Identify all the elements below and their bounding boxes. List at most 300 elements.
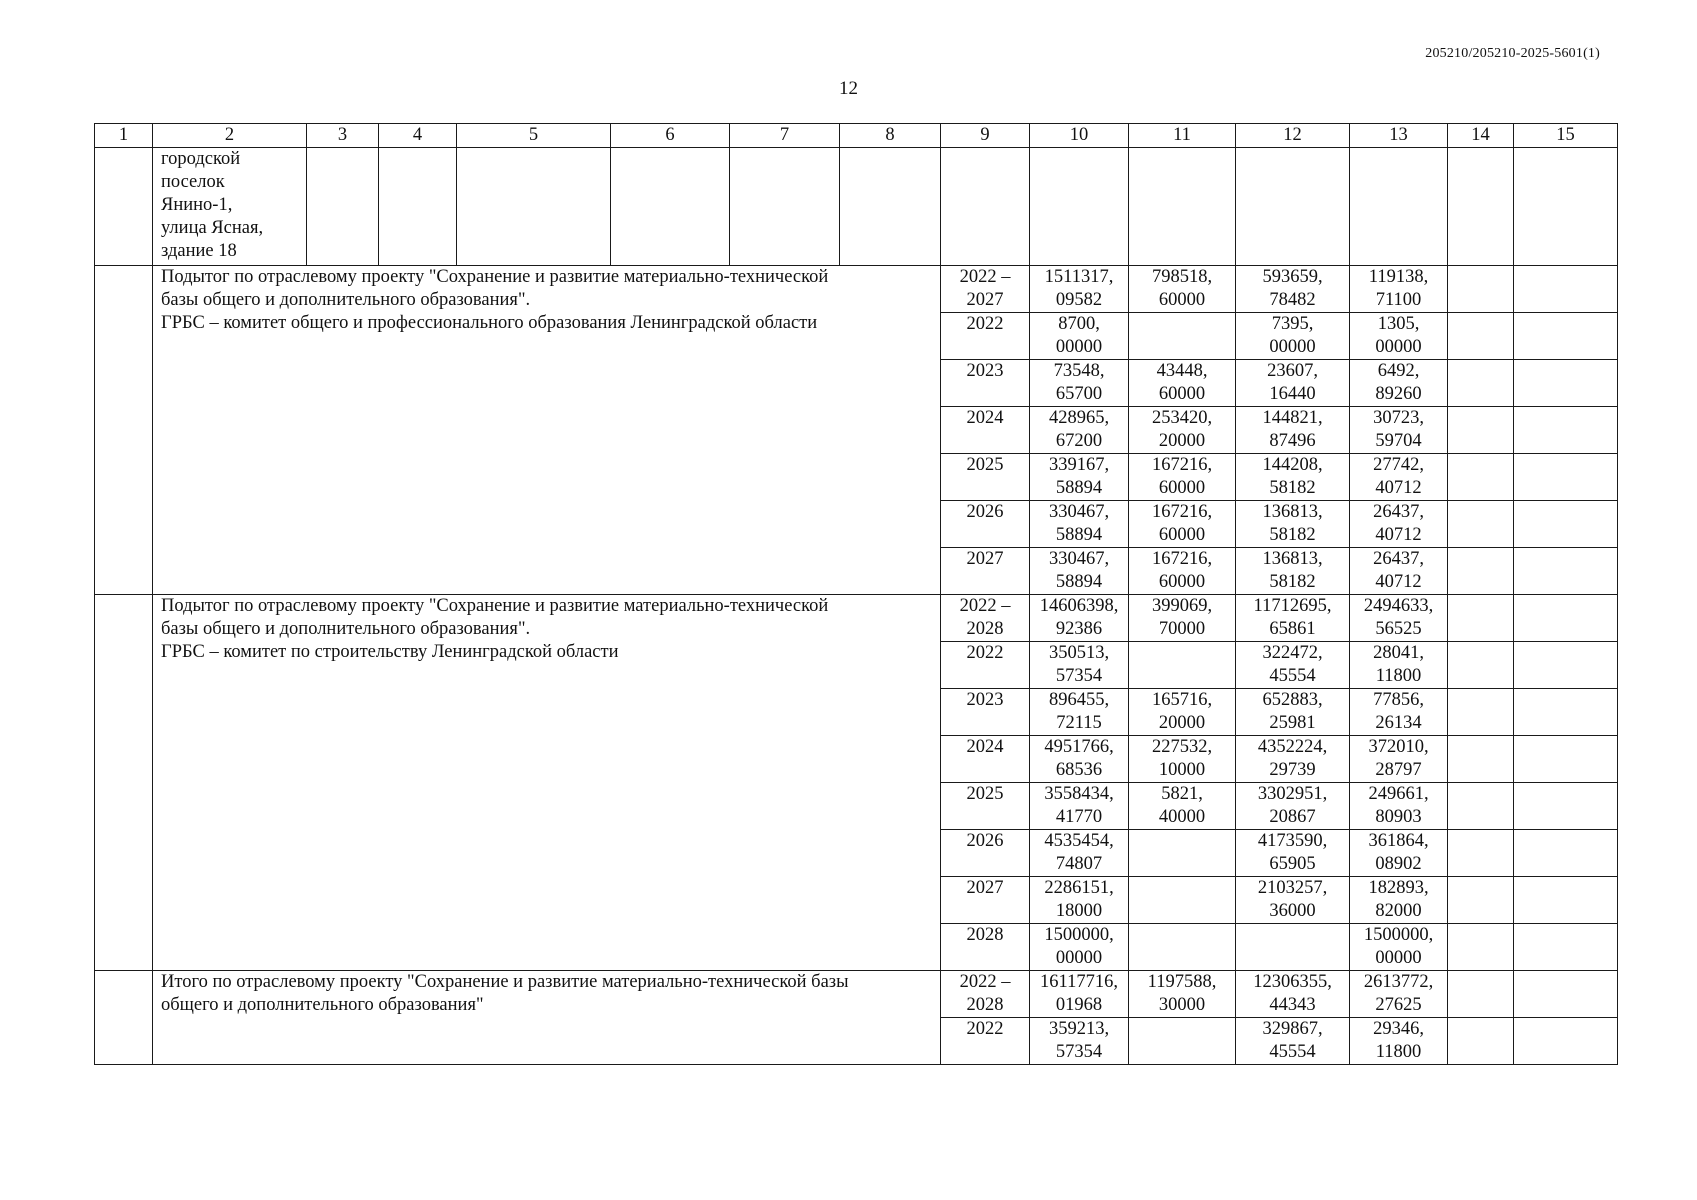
address-line: здание 18 [161, 241, 237, 261]
cell-line: 16440 [1269, 384, 1316, 404]
cell-line: 4951766, [1044, 737, 1114, 757]
year-cell [941, 689, 1030, 736]
cell-line: 20000 [1158, 431, 1206, 451]
year-cell [941, 595, 1030, 642]
cell-line: 60000 [1158, 290, 1206, 310]
description-line: Итого по отраслевому проекту "Сохранение и развитие материально-технической базы [161, 972, 849, 992]
amount-col12-cell [1236, 642, 1350, 689]
cell-line: 2025 [966, 455, 1004, 475]
cell-line: 20867 [1269, 807, 1316, 827]
cell-line: 44343 [1269, 995, 1316, 1015]
cell-line: 18000 [1055, 901, 1103, 921]
column-header: 7 [730, 124, 840, 148]
cell-line: 26437, [1373, 502, 1424, 522]
amount-total-cell [1030, 924, 1129, 971]
col15-cell [1514, 266, 1618, 313]
col15-cell [1514, 548, 1618, 595]
amount-col13-cell [1350, 313, 1448, 360]
address-line: поселок [161, 172, 225, 192]
cell-line: 167216, [1151, 502, 1213, 522]
cell-line: 11800 [1375, 1042, 1422, 1062]
address-row [95, 148, 1618, 266]
cell-line: 67200 [1055, 431, 1103, 451]
cell-line: 2103257, [1257, 878, 1328, 898]
col14-cell [1448, 454, 1514, 501]
amount-col12-cell [1236, 595, 1350, 642]
cell-line: 1511317, [1044, 267, 1114, 287]
cell-line: 5821, [1161, 784, 1203, 804]
cell-line: 36000 [1269, 901, 1316, 921]
amount-total-cell [1030, 313, 1129, 360]
table-cell [730, 148, 840, 266]
cell-line: 01968 [1055, 995, 1103, 1015]
col14-cell [1448, 971, 1514, 1018]
cell-line: 73548, [1053, 361, 1105, 381]
cell-line: 00000 [1375, 337, 1422, 357]
cell-line: 330467, [1048, 502, 1110, 522]
col14-cell [1448, 689, 1514, 736]
amount-col13-cell [1350, 266, 1448, 313]
amount-col12-cell [1236, 689, 1350, 736]
column-header: 6 [611, 124, 730, 148]
cell-line: 144208, [1262, 455, 1323, 475]
cell-line: 58182 [1269, 525, 1316, 545]
column-header: 13 [1350, 124, 1448, 148]
amount-col11-cell [1129, 642, 1236, 689]
description-line: базы общего и дополнительного образования". [161, 619, 531, 639]
cell-line: 8700, [1058, 314, 1100, 334]
table-cell [95, 266, 153, 595]
table-row [95, 266, 1618, 313]
amount-col12-cell [1236, 877, 1350, 924]
cell-line: 227532, [1151, 737, 1213, 757]
cell-line: 2023 [966, 361, 1004, 381]
cell-line: 119138, [1368, 267, 1429, 287]
address-line: Янино-1, [161, 195, 233, 215]
cell-line: 1197588, [1147, 972, 1217, 992]
cell-line: 00000 [1375, 948, 1422, 968]
column-header: 3 [307, 124, 379, 148]
table-cell [611, 148, 730, 266]
col15-cell [1514, 1018, 1618, 1065]
amount-total-cell [1030, 689, 1129, 736]
year-cell [941, 830, 1030, 877]
cell-line: 58894 [1055, 478, 1103, 498]
cell-line: 2022 [966, 314, 1004, 334]
col15-cell [1514, 830, 1618, 877]
column-header: 10 [1030, 124, 1129, 148]
cell-line: 29346, [1373, 1019, 1424, 1039]
col15-cell [1514, 924, 1618, 971]
cell-line: 45554 [1269, 1042, 1316, 1062]
year-cell [941, 407, 1030, 454]
col15-cell [1514, 877, 1618, 924]
amount-col11-cell [1129, 313, 1236, 360]
col14-cell [1448, 924, 1514, 971]
amount-col11-cell [1129, 360, 1236, 407]
amount-col12-cell [1236, 313, 1350, 360]
cell-line: 2613772, [1363, 972, 1434, 992]
cell-line: 45554 [1269, 666, 1316, 686]
col15-cell [1514, 501, 1618, 548]
amount-total-cell [1030, 454, 1129, 501]
cell-line: 00000 [1269, 337, 1316, 357]
cell-line: 40712 [1375, 478, 1422, 498]
cell-line: 30000 [1158, 995, 1206, 1015]
year-cell [941, 736, 1030, 783]
amount-col11-cell [1129, 266, 1236, 313]
amount-total-cell [1030, 877, 1129, 924]
amount-col11-cell [1129, 830, 1236, 877]
cell-line: 2286151, [1044, 878, 1114, 898]
cell-line: 2024 [966, 737, 1004, 757]
amount-total-cell [1030, 501, 1129, 548]
col15-cell [1514, 360, 1618, 407]
amount-col13-cell [1350, 642, 1448, 689]
cell-line: 57354 [1055, 1042, 1103, 1062]
amount-col13-cell [1350, 971, 1448, 1018]
cell-line: 2022 [966, 1019, 1004, 1039]
cell-line: 2024 [966, 408, 1004, 428]
column-header: 8 [840, 124, 941, 148]
amount-col12-cell [1236, 830, 1350, 877]
cell-line: 1500000, [1044, 925, 1114, 945]
amount-col11-cell [1129, 689, 1236, 736]
cell-line: 92386 [1055, 619, 1103, 639]
table-row [95, 595, 1618, 642]
cell-line: 322472, [1262, 643, 1323, 663]
cell-line: 08902 [1375, 854, 1422, 874]
cell-line: 3302951, [1257, 784, 1328, 804]
col15-cell [1514, 736, 1618, 783]
cell-line: 136813, [1262, 502, 1323, 522]
cell-line: 58894 [1055, 572, 1103, 592]
amount-col13-cell [1350, 877, 1448, 924]
cell-line: 40712 [1375, 572, 1422, 592]
col15-cell [1514, 595, 1618, 642]
cell-line: 87496 [1269, 431, 1316, 451]
cell-line: 350513, [1048, 643, 1110, 663]
col14-cell [1448, 783, 1514, 830]
amount-total-cell [1030, 266, 1129, 313]
description-line: ГРБС – комитет общего и профессионального образования Ленинградской области [161, 313, 818, 333]
section-description [153, 266, 941, 595]
year-cell [941, 266, 1030, 313]
amount-col12-cell [1236, 924, 1350, 971]
cell-line: 58182 [1269, 572, 1316, 592]
col14-cell [1448, 266, 1514, 313]
cell-line: 2028 [966, 995, 1004, 1015]
cell-line: 25981 [1269, 713, 1316, 733]
cell-line: 2028 [966, 925, 1004, 945]
amount-col13-cell [1350, 1018, 1448, 1065]
cell-line: 09582 [1055, 290, 1103, 310]
cell-line: 59704 [1375, 431, 1422, 451]
column-header: 5 [457, 124, 611, 148]
cell-line: 896455, [1048, 690, 1110, 710]
amount-total-cell [1030, 783, 1129, 830]
address-line: городской [161, 149, 241, 169]
cell-line: 10000 [1158, 760, 1206, 780]
table-cell [1030, 148, 1129, 266]
amount-total-cell [1030, 595, 1129, 642]
description-line: ГРБС – комитет по строительству Ленинградской области [161, 642, 619, 662]
cell-line: 26134 [1375, 713, 1422, 733]
cell-line: 89260 [1375, 384, 1422, 404]
amount-col13-cell [1350, 501, 1448, 548]
cell-line: 72115 [1056, 713, 1102, 733]
address-line: улица Ясная, [161, 218, 264, 238]
cell-line: 361864, [1368, 831, 1429, 851]
cell-line: 167216, [1151, 455, 1213, 475]
cell-line: 77856, [1373, 690, 1424, 710]
cell-line: 27742, [1373, 455, 1424, 475]
amount-col11-cell [1129, 924, 1236, 971]
document-number: 205210/205210-2025-5601(1) [1425, 46, 1600, 61]
amount-col11-cell [1129, 595, 1236, 642]
cell-line: 60000 [1158, 525, 1206, 545]
amount-col11-cell [1129, 548, 1236, 595]
col14-cell [1448, 501, 1514, 548]
amount-total-cell [1030, 548, 1129, 595]
cell-line: 2022 – [959, 267, 1011, 287]
cell-line: 372010, [1368, 737, 1429, 757]
table-cell [1236, 148, 1350, 266]
column-header: 15 [1514, 124, 1618, 148]
amount-col11-cell [1129, 736, 1236, 783]
col15-cell [1514, 971, 1618, 1018]
cell-line: 4173590, [1257, 831, 1328, 851]
cell-line: 329867, [1262, 1019, 1323, 1039]
cell-line: 4352224, [1257, 737, 1328, 757]
table-cell [1350, 148, 1448, 266]
cell-line: 28041, [1373, 643, 1424, 663]
amount-col13-cell [1350, 924, 1448, 971]
cell-line: 7395, [1271, 314, 1314, 334]
cell-line: 30723, [1373, 408, 1424, 428]
amount-col13-cell [1350, 548, 1448, 595]
table-cell [95, 971, 153, 1065]
year-cell [941, 501, 1030, 548]
cell-line: 65861 [1269, 619, 1316, 639]
cell-line: 23607, [1267, 361, 1318, 381]
cell-line: 1305, [1377, 314, 1420, 334]
col14-cell [1448, 877, 1514, 924]
col15-cell [1514, 313, 1618, 360]
col14-cell [1448, 1018, 1514, 1065]
cell-line: 65700 [1055, 384, 1103, 404]
col14-cell [1448, 642, 1514, 689]
amount-total-cell [1030, 830, 1129, 877]
col15-cell [1514, 689, 1618, 736]
cell-line: 144821, [1262, 408, 1323, 428]
amount-col13-cell [1350, 736, 1448, 783]
cell-line: 136813, [1262, 549, 1323, 569]
amount-col12-cell [1236, 407, 1350, 454]
amount-col13-cell [1350, 407, 1448, 454]
amount-col11-cell [1129, 877, 1236, 924]
amount-col13-cell [1350, 360, 1448, 407]
cell-line: 43448, [1156, 361, 1208, 381]
table-cell [379, 148, 457, 266]
amount-col12-cell [1236, 501, 1350, 548]
cell-line: 16117716, [1040, 972, 1118, 992]
cell-line: 2494633, [1363, 596, 1434, 616]
amount-col11-cell [1129, 501, 1236, 548]
amount-col13-cell [1350, 783, 1448, 830]
section-description [153, 595, 941, 971]
cell-line: 167216, [1151, 549, 1213, 569]
cell-line: 253420, [1151, 408, 1213, 428]
year-cell [941, 313, 1030, 360]
table-cell [1129, 148, 1236, 266]
cell-line: 3558434, [1044, 784, 1114, 804]
col15-cell [1514, 783, 1618, 830]
column-header: 4 [379, 124, 457, 148]
cell-line: 70000 [1158, 619, 1206, 639]
description-line: базы общего и дополнительного образования". [161, 290, 531, 310]
cell-line: 56525 [1375, 619, 1422, 639]
amount-total-cell [1030, 407, 1129, 454]
cell-line: 11800 [1375, 666, 1422, 686]
cell-line: 359213, [1048, 1019, 1110, 1039]
description-line: Подытог по отраслевому проекту "Сохранение и развитие материально-технической [161, 596, 829, 616]
col15-cell [1514, 642, 1618, 689]
section-description [153, 971, 941, 1065]
cell-line: 2022 – [959, 596, 1011, 616]
table-cell [95, 148, 153, 266]
cell-line: 82000 [1375, 901, 1422, 921]
cell-line: 65905 [1269, 854, 1316, 874]
table-cell [1514, 148, 1618, 266]
year-cell [941, 360, 1030, 407]
cell-line: 58182 [1269, 478, 1316, 498]
cell-line: 60000 [1158, 572, 1206, 592]
table-cell [307, 148, 379, 266]
year-cell [941, 454, 1030, 501]
amount-col12-cell [1236, 1018, 1350, 1065]
amount-total-cell [1030, 736, 1129, 783]
cell-line: 2027 [966, 290, 1004, 310]
table-cell [941, 148, 1030, 266]
cell-line: 58894 [1055, 525, 1103, 545]
amount-col13-cell [1350, 689, 1448, 736]
amount-col11-cell [1129, 454, 1236, 501]
col14-cell [1448, 313, 1514, 360]
column-header: 2 [153, 124, 307, 148]
col14-cell [1448, 830, 1514, 877]
cell-line: 80903 [1375, 807, 1422, 827]
cell-line: 40712 [1375, 525, 1422, 545]
table-row [95, 971, 1618, 1018]
cell-line: 60000 [1158, 478, 1206, 498]
amount-total-cell [1030, 971, 1129, 1018]
cell-line: 40000 [1158, 807, 1206, 827]
table-cell [840, 148, 941, 266]
amount-total-cell [1030, 642, 1129, 689]
cell-line: 165716, [1151, 690, 1213, 710]
amount-col12-cell [1236, 736, 1350, 783]
column-header: 12 [1236, 124, 1350, 148]
cell-line: 27625 [1375, 995, 1422, 1015]
cell-line: 11712695, [1253, 596, 1332, 616]
amount-col12-cell [1236, 454, 1350, 501]
col14-cell [1448, 360, 1514, 407]
table-cell [1448, 148, 1514, 266]
col14-cell [1448, 407, 1514, 454]
column-header: 1 [95, 124, 153, 148]
amount-col11-cell [1129, 407, 1236, 454]
cell-line: 00000 [1055, 337, 1103, 357]
cell-line: 28797 [1375, 760, 1422, 780]
cell-line: 2027 [966, 549, 1004, 569]
description-line: Подытог по отраслевому проекту "Сохранение и развитие материально-технической [161, 267, 829, 287]
cell-line: 2028 [966, 619, 1004, 639]
cell-line: 2027 [966, 878, 1004, 898]
col14-cell [1448, 595, 1514, 642]
amount-total-cell [1030, 1018, 1129, 1065]
cell-line: 2022 [966, 643, 1004, 663]
cell-line: 14606398, [1039, 596, 1119, 616]
cell-line: 26437, [1373, 549, 1424, 569]
cell-line: 74807 [1055, 854, 1103, 874]
year-cell [941, 924, 1030, 971]
cell-line: 330467, [1048, 549, 1110, 569]
cell-line: 1500000, [1363, 925, 1434, 945]
description-line: общего и дополнительного образования" [161, 995, 484, 1015]
amount-total-cell [1030, 360, 1129, 407]
address-cell [153, 148, 307, 266]
cell-line: 20000 [1158, 713, 1206, 733]
cell-line: 593659, [1262, 267, 1323, 287]
amount-col12-cell [1236, 971, 1350, 1018]
cell-line: 60000 [1158, 384, 1206, 404]
year-cell [941, 783, 1030, 830]
cell-line: 339167, [1048, 455, 1110, 475]
cell-line: 71100 [1375, 290, 1422, 310]
amount-col13-cell [1350, 454, 1448, 501]
cell-line: 68536 [1055, 760, 1103, 780]
header-row [95, 124, 1618, 148]
year-cell [941, 548, 1030, 595]
cell-line: 798518, [1151, 267, 1213, 287]
year-cell [941, 971, 1030, 1018]
cell-line: 182893, [1368, 878, 1429, 898]
amount-col12-cell [1236, 266, 1350, 313]
amount-col12-cell [1236, 783, 1350, 830]
amount-col13-cell [1350, 595, 1448, 642]
cell-line: 2022 – [959, 972, 1011, 992]
table-cell [95, 595, 153, 971]
cell-line: 652883, [1262, 690, 1323, 710]
cell-line: 6492, [1377, 361, 1420, 381]
year-cell [941, 1018, 1030, 1065]
cell-line: 00000 [1055, 948, 1103, 968]
cell-line: 57354 [1055, 666, 1103, 686]
page-number: 12 [839, 78, 858, 99]
table-cell [457, 148, 611, 266]
table-body [95, 124, 1618, 1065]
col14-cell [1448, 736, 1514, 783]
cell-line: 4535454, [1044, 831, 1114, 851]
column-header: 14 [1448, 124, 1514, 148]
cell-line: 249661, [1368, 784, 1429, 804]
cell-line: 41770 [1055, 807, 1103, 827]
cell-line: 2026 [966, 502, 1004, 522]
amount-col11-cell [1129, 783, 1236, 830]
amount-col13-cell [1350, 830, 1448, 877]
column-header: 9 [941, 124, 1030, 148]
